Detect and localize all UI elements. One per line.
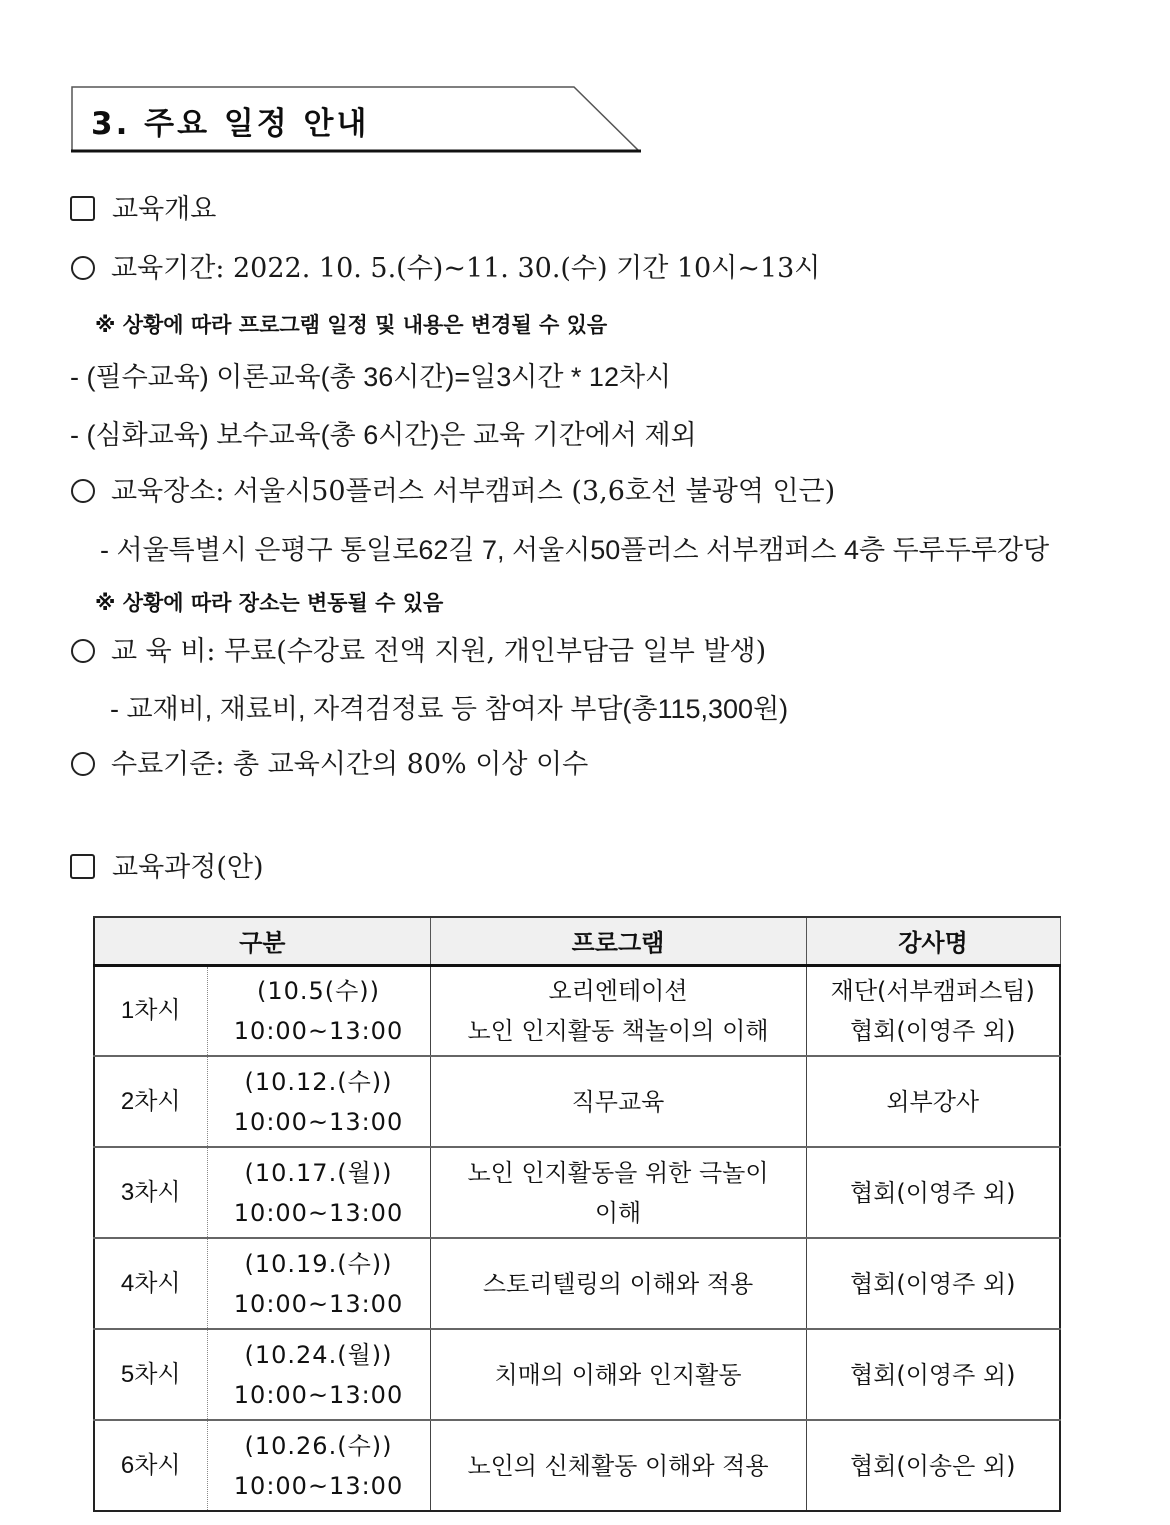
session-date: (10.17.(월)) — [244, 1158, 393, 1187]
session-time: 10:00~13:00 — [233, 1107, 404, 1136]
instructor-cell — [806, 1147, 1060, 1238]
program-cell — [430, 1238, 806, 1329]
instructor-line: 협회(이송은 외) — [850, 1451, 1016, 1480]
instructor-line: 협회(이영주 외) — [850, 1178, 1016, 1207]
curriculum-heading: 교육과정(안) — [112, 852, 264, 883]
session-time: 10:00~13:00 — [233, 1380, 404, 1409]
curriculum-table — [93, 916, 1061, 1512]
date-cell — [207, 1056, 430, 1147]
section-heading-banner — [71, 86, 641, 153]
circle-bullet-icon — [71, 479, 95, 503]
period-text: 교육기간: 2022. 10. 5.(수)~11. 30.(수) 기간 10시~13시 — [111, 253, 821, 284]
section-title: 3. 주요 일정 안내 — [91, 106, 370, 142]
checkbox-icon — [70, 196, 95, 221]
location-text: 교육장소: 서울시50플러스 서부캠퍼스 (3,6호선 불광역 인근) — [111, 476, 836, 507]
circle-bullet-icon — [71, 256, 95, 280]
session-cell: 2차시 — [94, 1056, 207, 1147]
session-date: (10.5(수)) — [256, 976, 381, 1005]
date-cell — [207, 1147, 430, 1238]
program-line: 노인 인지활동을 위한 극놀이 — [467, 1158, 769, 1187]
instructor-cell — [806, 965, 1060, 1056]
session-date: (10.26.(수)) — [244, 1431, 393, 1460]
program-cell — [430, 1420, 806, 1511]
advanced-education: - (심화교육) 보수교육(총 6시간)은 교육 기간에서 제외 — [70, 420, 697, 450]
date-cell — [207, 1238, 430, 1329]
period-note: ※ 상황에 따라 프로그램 일정 및 내용은 변경될 수 있음 — [95, 313, 608, 337]
session-time: 10:00~13:00 — [233, 1471, 404, 1500]
completion-row — [71, 748, 588, 782]
session-time: 10:00~13:00 — [233, 1198, 404, 1227]
program-line: 치매의 이해와 인지활동 — [494, 1360, 742, 1389]
session-date: (10.19.(수)) — [244, 1249, 393, 1278]
fee-row — [71, 635, 766, 669]
table-row — [94, 1329, 1060, 1420]
overview-heading-row — [70, 193, 216, 227]
session-cell: 6차시 — [94, 1420, 207, 1511]
instructor-cell — [806, 1056, 1060, 1147]
location-row — [71, 475, 835, 509]
fee-detail: - 교재비, 재료비, 자격검정료 등 참여자 부담(총115,300원) — [110, 694, 789, 724]
session-cell: 5차시 — [94, 1329, 207, 1420]
table-row — [94, 965, 1060, 1056]
curriculum-heading-row — [70, 851, 263, 885]
session-cell: 4차시 — [94, 1238, 207, 1329]
date-cell — [207, 1329, 430, 1420]
program-line: 노인 인지활동 책놀이의 이해 — [467, 1016, 769, 1045]
table-row — [94, 1420, 1060, 1511]
program-line: 오리엔테이션 — [548, 976, 688, 1005]
session-cell: 3차시 — [94, 1147, 207, 1238]
session-time: 10:00~13:00 — [233, 1016, 404, 1045]
overview-heading: 교육개요 — [112, 194, 217, 225]
period-row — [71, 252, 820, 286]
table-row — [94, 1238, 1060, 1329]
circle-bullet-icon — [71, 639, 95, 663]
program-cell — [430, 965, 806, 1056]
instructor-cell — [806, 1238, 1060, 1329]
session-date: (10.12.(수)) — [244, 1067, 393, 1096]
date-cell — [207, 965, 430, 1056]
column-header-instructor: 강사명 — [806, 917, 1060, 965]
location-note: ※ 상황에 따라 장소는 변동될 수 있음 — [95, 591, 444, 615]
instructor-cell — [806, 1420, 1060, 1511]
program-cell — [430, 1329, 806, 1420]
program-cell — [430, 1056, 806, 1147]
table-row — [94, 1147, 1060, 1238]
program-line: 스토리텔링의 이해와 적용 — [482, 1269, 754, 1298]
program-cell — [430, 1147, 806, 1238]
program-line: 직무교육 — [571, 1087, 665, 1116]
instructor-line: 협회(이영주 외) — [850, 1269, 1016, 1298]
completion-text: 수료기준: 총 교육시간의 80% 이상 이수 — [111, 749, 589, 780]
checkbox-icon — [70, 854, 95, 879]
column-header-program: 프로그램 — [430, 917, 806, 965]
program-line: 노인의 신체활동 이해와 적용 — [467, 1451, 769, 1480]
fee-text: 교 육 비: 무료(수강료 전액 지원, 개인부담금 일부 발생) — [111, 636, 767, 667]
table-row — [94, 1056, 1060, 1147]
required-education: - (필수교육) 이론교육(총 36시간)=일3시간 * 12차시 — [70, 362, 672, 392]
session-time: 10:00~13:00 — [233, 1289, 404, 1318]
column-header-category: 구분 — [94, 917, 430, 965]
table-header-row — [94, 917, 1060, 965]
instructor-line: 외부강사 — [886, 1087, 980, 1116]
session-cell: 1차시 — [94, 965, 207, 1056]
instructor-line: 재단(서부캠퍼스팀) — [830, 976, 1035, 1005]
date-cell — [207, 1420, 430, 1511]
instructor-cell — [806, 1329, 1060, 1420]
circle-bullet-icon — [71, 752, 95, 776]
address-text: - 서울특별시 은평구 통일로62길 7, 서울시50플러스 서부캠퍼스 4층 두루두루강당 — [100, 535, 1050, 565]
instructor-line: 협회(이영주 외) — [850, 1016, 1016, 1045]
session-date: (10.24.(월)) — [244, 1340, 393, 1369]
program-line: 이해 — [594, 1198, 642, 1227]
instructor-line: 협회(이영주 외) — [850, 1360, 1016, 1389]
